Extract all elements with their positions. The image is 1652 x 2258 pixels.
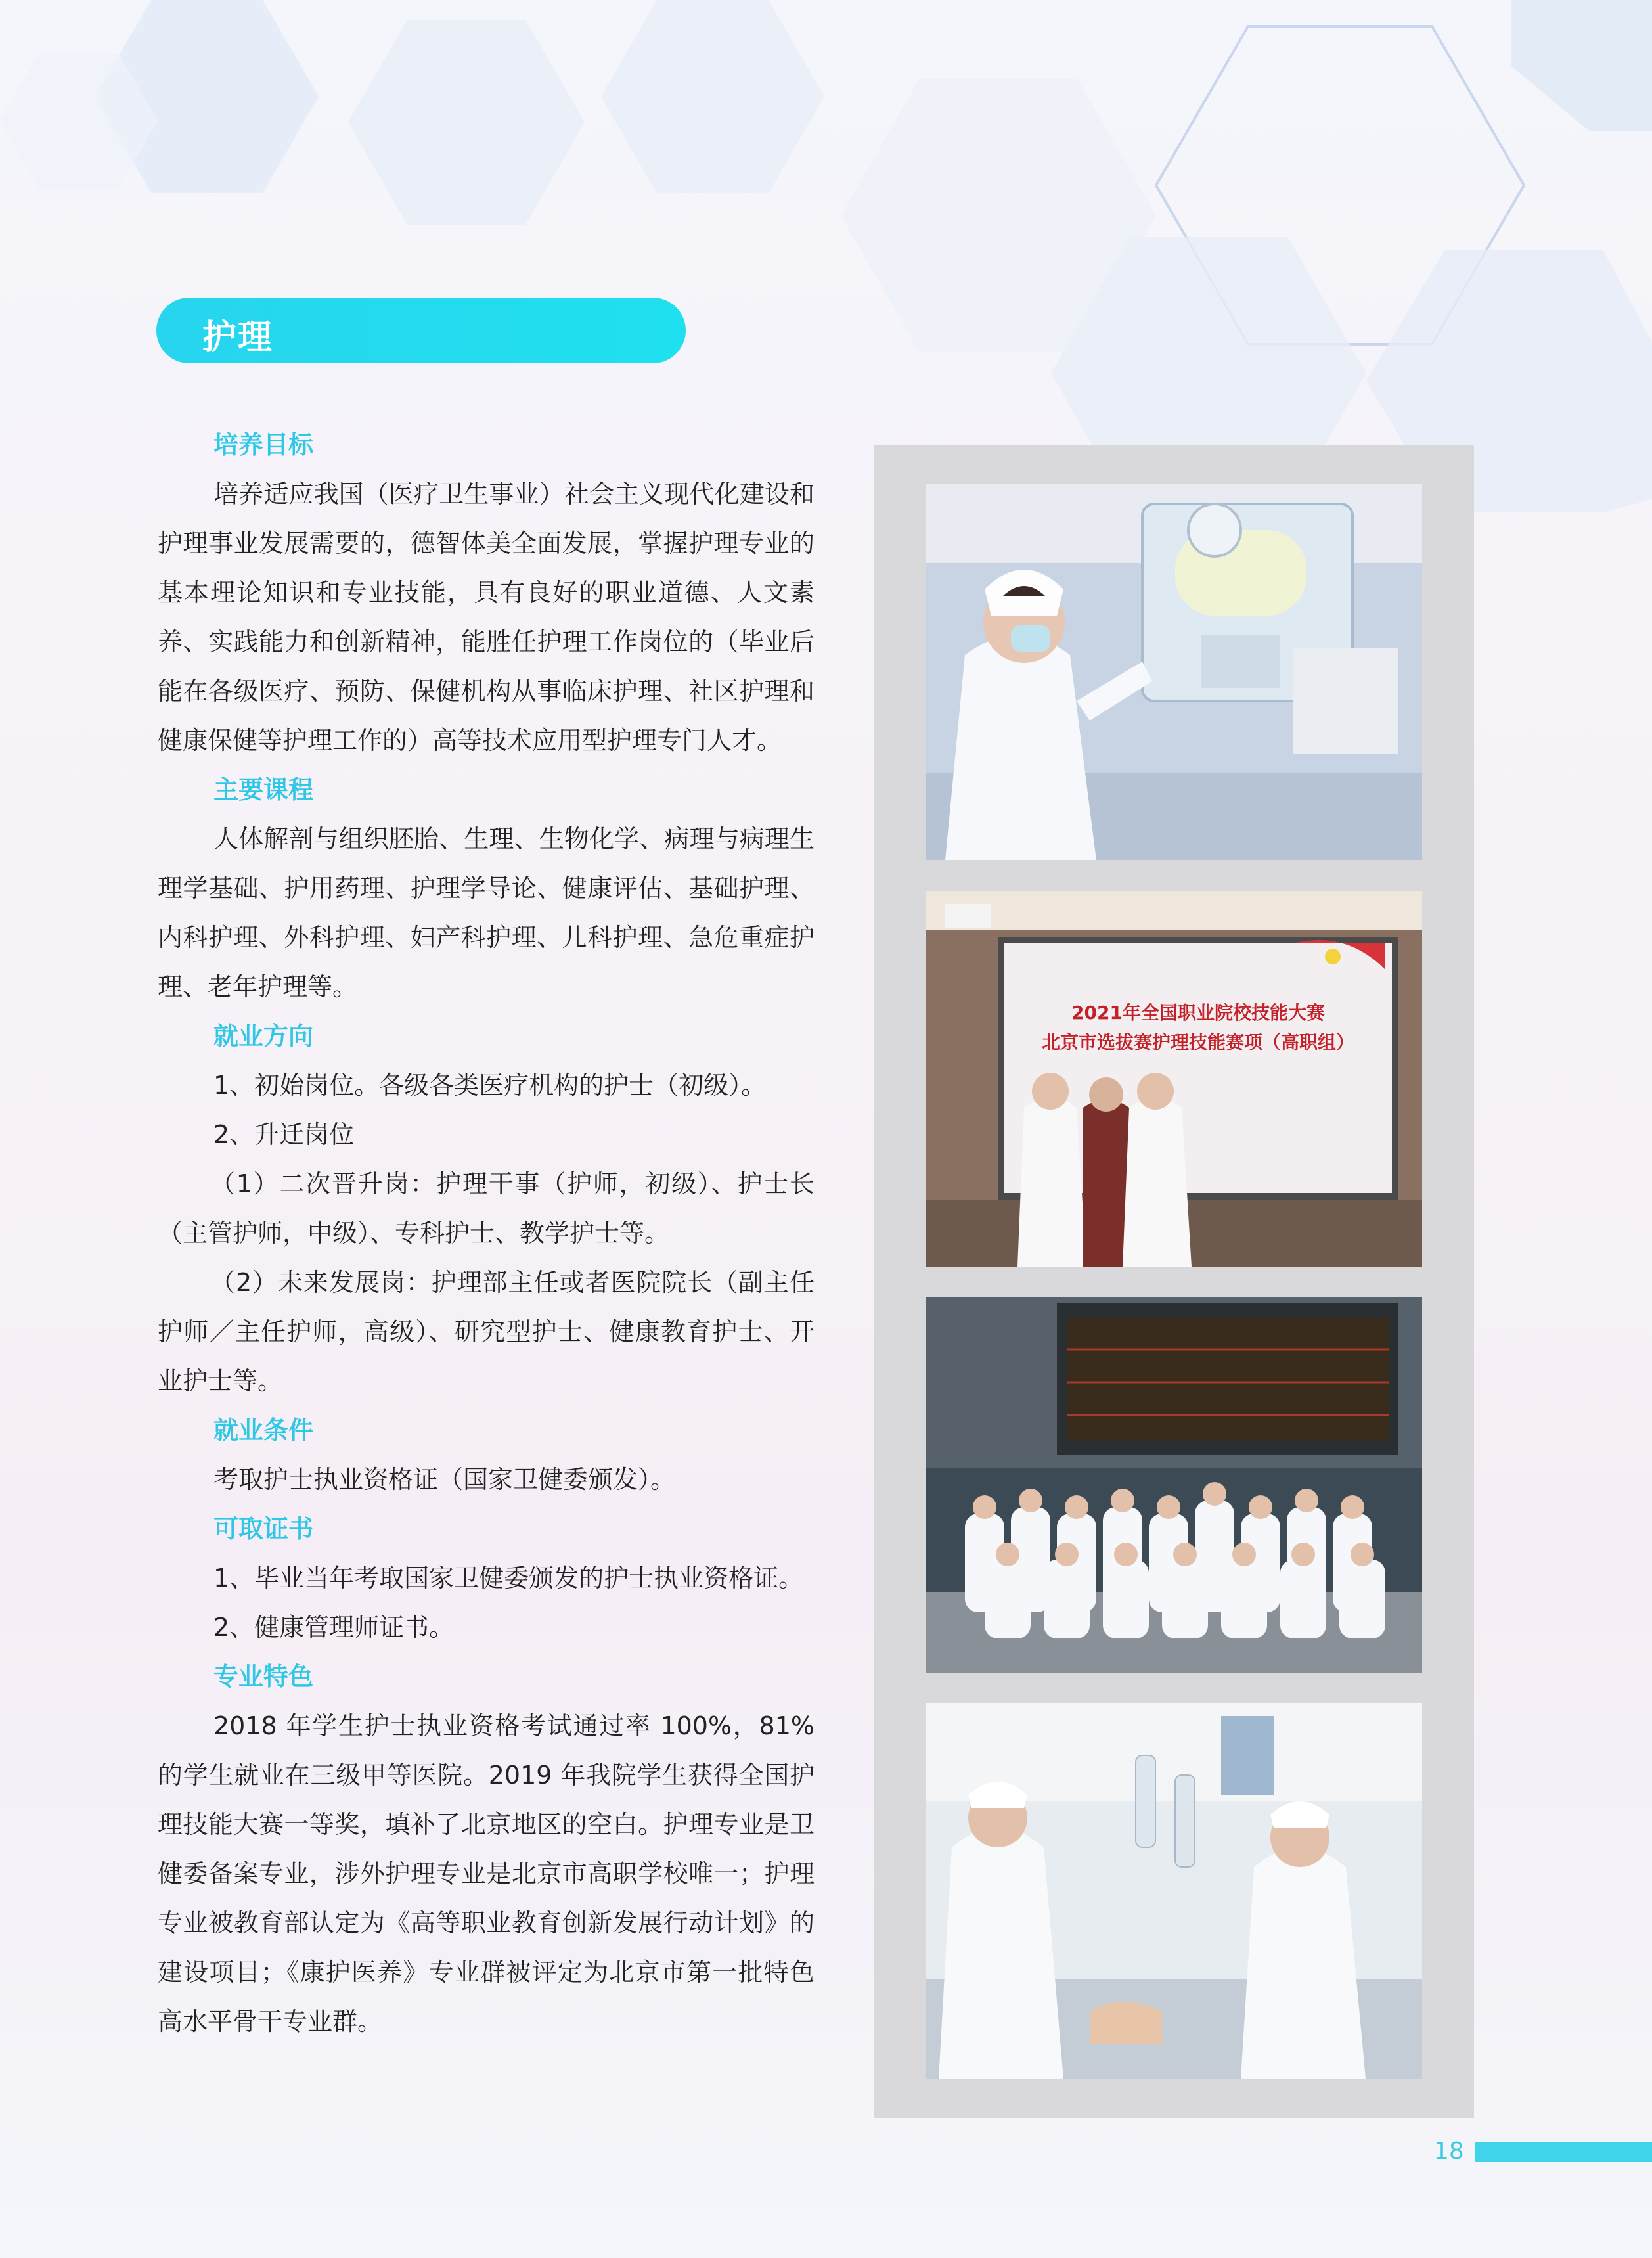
- section-title: 护理: [202, 318, 274, 357]
- page-number-bar: [1475, 2142, 1652, 2162]
- photo-competition: [926, 891, 1422, 1267]
- goal-text: 培养适应我国（医疗卫生事业）社会主义现代化建设和护理事业发展需要的，德智体美全面发展，掌握护理专业的基本理论知识和专业技能，具有良好的职业道德、人文素养、实践能力和创新精神，能胜任护理工作岗位的（毕业后能在各级医疗、预防、保健机构从事临床护理、社区护理和健康保健等护理工作的）高等技术应用型护理专门人才。: [158, 480, 815, 755]
- heading-features: 专业特色: [213, 1662, 314, 1691]
- heading-goal: 培养目标: [213, 430, 314, 459]
- text-column: [158, 420, 815, 2046]
- career-item-1: 1、初始岗位。各级各类医疗机构的护士（初级）。: [213, 1071, 767, 1100]
- photo-panel: [874, 445, 1474, 2118]
- career-sub-2: （2）未来发展岗：护理部主任或者医院院长（副主任护师／主任护师，高级）、研究型护士、健康教育护士、开业护士等。: [158, 1268, 815, 1395]
- conditions-text: 考取护士执业资格证（国家卫健委颁发）。: [213, 1465, 676, 1494]
- page-number: 18: [1434, 2138, 1464, 2165]
- photo-group: [926, 1297, 1422, 1673]
- photo-incubator: [926, 484, 1422, 860]
- photo-training: [926, 1703, 1422, 2079]
- features-text: 2018 年学生护士执业资格考试通过率 100%，81% 的学生就业在三级甲等医院。2019 年我院学生获得全国护理技能大赛一等奖，填补了北京地区的空白。护理专业是卫健委备案专业，涉外护理专业是北京市高职学校唯一；护理专业被教育部认定为《高等职业教育创新发展行动计划》的建设项目；《康护医养》专业群被评定为北京市第一批特色高水平骨干专业群。: [158, 1711, 815, 2036]
- certificates-item-1: 1、毕业当年考取国家卫健委颁发的护士执业资格证。: [213, 1564, 804, 1592]
- heading-courses: 主要课程: [213, 775, 314, 804]
- career-item-2: 2、升迁岗位: [213, 1120, 355, 1149]
- certificates-item-2: 2、健康管理师证书。: [213, 1613, 455, 1642]
- section-title-bar: [156, 298, 686, 363]
- heading-conditions: 就业条件: [213, 1416, 314, 1445]
- career-sub-1: （1）二次晋升岗：护理干事（护师，初级）、护士长（主管护师，中级）、专科护士、教学护士等。: [158, 1169, 815, 1248]
- heading-certificates: 可取证书: [213, 1514, 314, 1543]
- heading-career: 就业方向: [213, 1022, 314, 1050]
- banner-line-1: 2021年全国职业院校技能大赛: [1071, 1002, 1325, 1024]
- courses-text: 人体解剖与组织胚胎、生理、生物化学、病理与病理生理学基础、护用药理、护理学导论、健康评估、基础护理、内科护理、外科护理、妇产科护理、儿科护理、急危重症护理、老年护理等。: [158, 824, 815, 1001]
- banner-line-2: 北京市选拔赛护理技能赛项（高职组）: [1041, 1031, 1355, 1053]
